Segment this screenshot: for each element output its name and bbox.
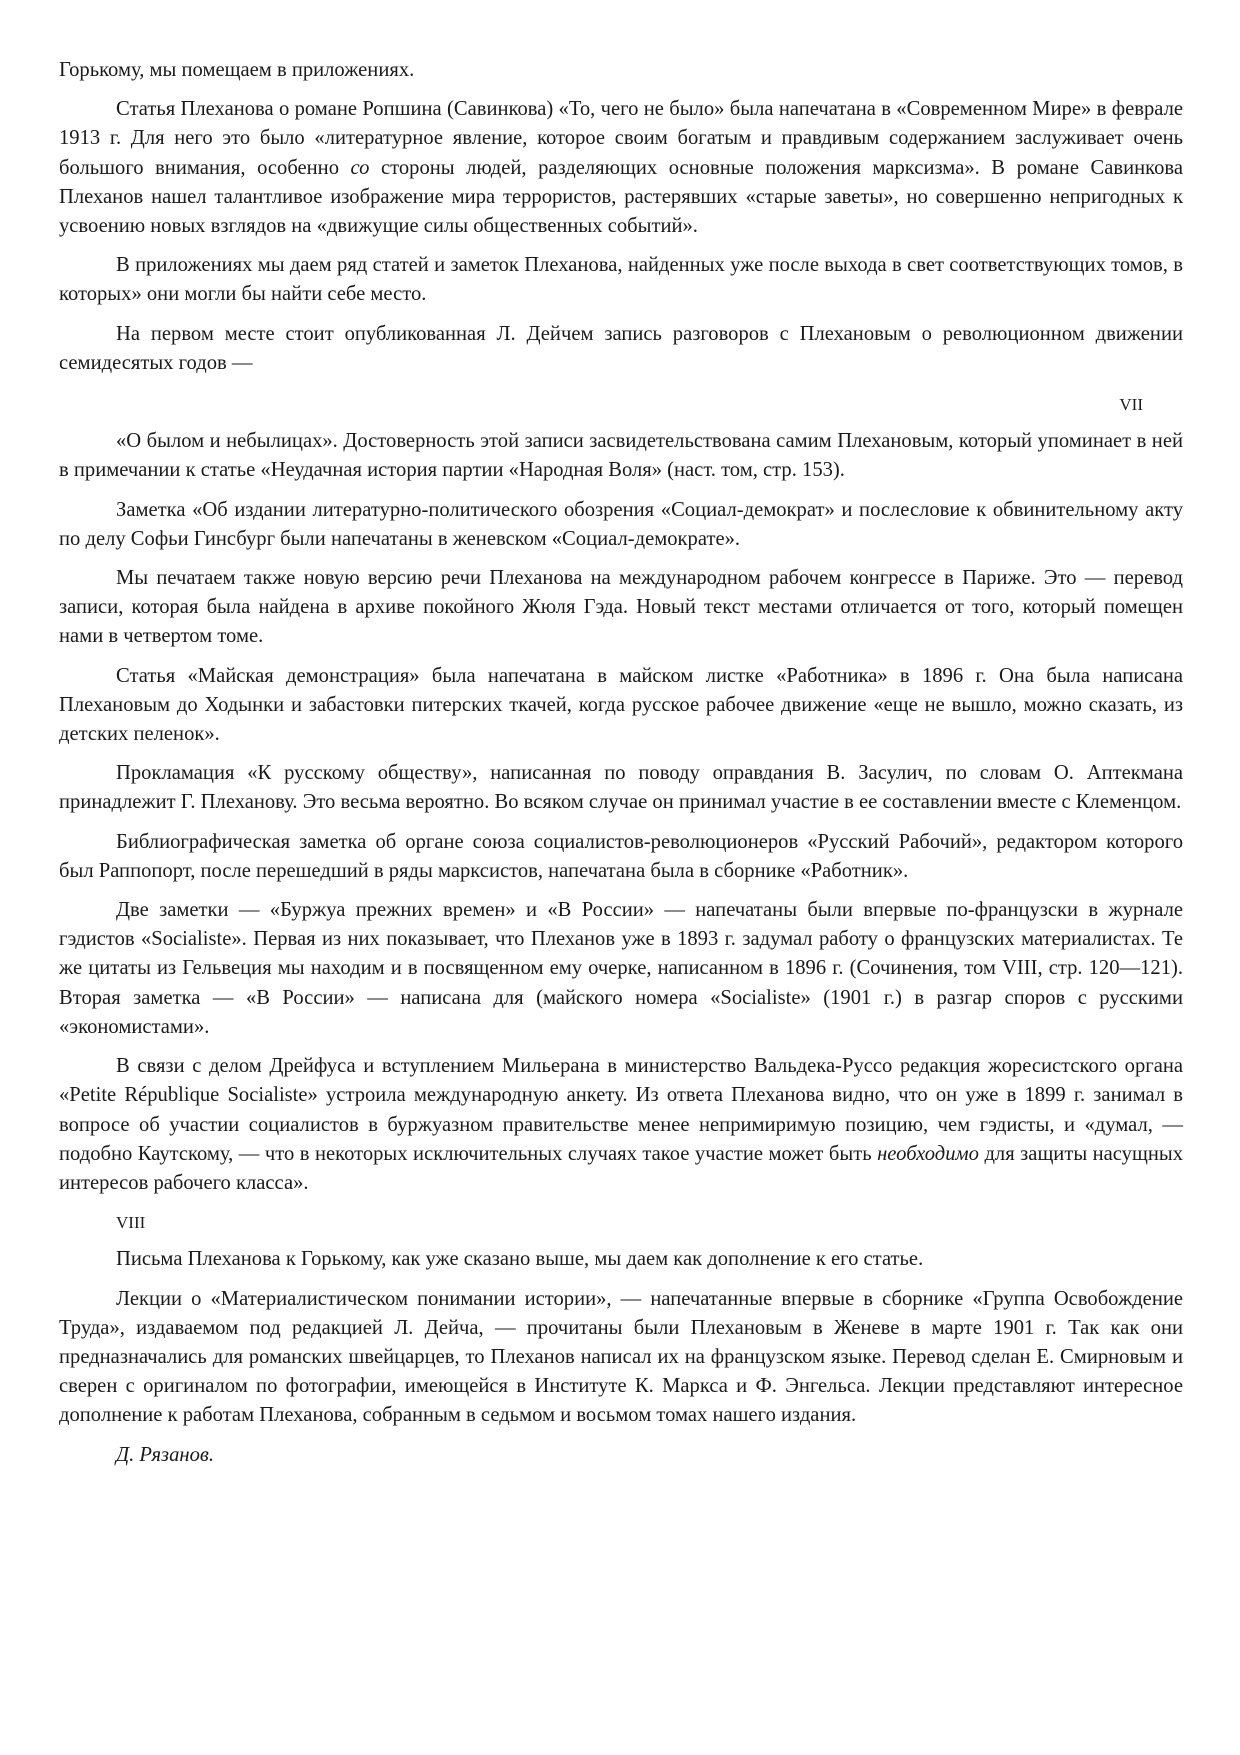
page-number-viii: VIII — [116, 1213, 146, 1233]
paragraph-intro: Горькому, мы помещаем в приложениях. — [59, 59, 415, 81]
paragraph-ropshin — [59, 95, 1183, 241]
paragraph-gorky-letters: Письма Плеханова к Горькому, как уже сказано выше, мы даем как дополнение к его статье. — [116, 1248, 924, 1271]
paragraph-dreyfus — [59, 1052, 1183, 1198]
paragraph-appendices: В приложениях мы даем ряд статей и заметок Плеханова, найденных уже после выхода в свет соответствующих томов, в которых» они могли бы найти себе место. — [59, 254, 1183, 306]
paragraph-byloe: «О былом и небылицах». Достоверность этой записи засвидетельствована самим Плехановым, который упоминает в ней в примечании к статье «Неудачная история партии «Народная Воля» (наст. том, стр. 153). — [59, 430, 1183, 482]
paragraph-proclamation: Прокламация «К русскому обществу», написанная по поводу оправдания В. Засулич, по словам О. Аптекмана принадлежит Г. Плеханову. Это весьма вероятно. Во всяком случае он принимал участие в ее составлении вместе с Клеменцом. — [59, 762, 1183, 814]
page-number-vii: VII — [1119, 395, 1143, 415]
paragraph-may-demo: Статья «Майская демонстрация» была напечатана в майском листке «Работника» в 1896 г. Она была написана Плехановым до Ходынки и забастовки питерских ткачей, когда русское рабочее движение «еще не вышло, можно сказать, из детских пеленок». — [59, 664, 1183, 746]
paragraph-lectures: Лекции о «Материалистическом понимании истории», — напечатанные впервые в сборнике «Группа Освобождение Труда», издаваемом под редакцией Л. Дейча, — прочитаны были Плехановым в Женеве в марте 1901 г. Так как они предназначались для романских швейцарцев, то Плеханов написал их на французском языке. Перевод сделан Е. Смирновым и сверен с оригиналом по фотографии, имеющейся в Институте К. Маркса и Ф. Энгельса. Лекции представляют интересное дополнение к работам Плеханова, собранным в седьмом и восьмом томах нашего издания. — [59, 1287, 1183, 1427]
paragraph-congress: Мы печатаем также новую версию речи Плеханова на международном рабочем конгрессе в Париже. Это — перевод записи, которая была найдена в архиве покойного Жюля Гэда. Новый текст местами отличается от того, который помещен нами в четвертом томе. — [59, 567, 1183, 648]
italic-run: необходимо — [877, 1142, 979, 1165]
paragraph-deich: На первом месте стоит опубликованная Л. Дейчем запись разговоров с Плехановым о революционном движении семидесятых годов — — [59, 322, 1183, 374]
text-run: стороны людей, разделяющих основные положения марксизма». В романе Савинкова Плеханов нашел талантливое изображение мира террористов, растерявших «старые заветы», но совершенно непригодных к усвоению новых взглядов на «движущие силы общественных событий». — [59, 156, 1183, 238]
signature: Д. Рязанов. — [116, 1443, 214, 1466]
paragraph-bibliographic: Библиографическая заметка об органе союза социалистов-революционеров «Русский Рабочий», редактором которого был Раппопорт, после перешедший в ряды марксистов, напечатана была в сборнике «Работник». — [59, 830, 1183, 882]
text-run: Статья Плеханова о романе Ропшина (Савинкова) «То, чего не было» была напечатана в «Современном Мире» в феврале 1913 г. Для него это было «литературное явление, которое своим богатым и правдивым содержанием заслуживает очень большого внимания, особенно — [59, 98, 1183, 179]
document-page — [59, 56, 1183, 1480]
text-run: для защиты насущных интересов рабочего класса». — [59, 1142, 1183, 1194]
paragraph-two-notes: Две заметки — «Буржуа прежних времен» и «В России» — напечатаны были впервые по-французски в журнале гэдистов «Socialiste». Первая из них показывает, что Плеханов уже в 1893 г. задумал работу о французских материалистах. Те же цитаты из Гельвеция мы находим и в посвященном ему очерке, написанном в 1896 г. (Сочинения, том VIII, стр. 120—121). Вторая заметка — «В России» — написана для (майского номера «Socialiste» (1901 г.) в разгар споров с русскими «экономистами». — [59, 899, 1183, 1038]
text-run: В связи с делом Дрейфуса и вступлением Мильерана в министерство Вальдека-Руссо редакция жоресистского органа «Petite République Socialiste» устроила международную анкету. Из ответа Плеханова видно, что он уже в 1899 г. занимал в вопросе об участии социалистов в буржуазном правительстве менее непримиримую позицию, чем гэдисты, и «думал, — подобно Каутскому, — что в некоторых исключительных случаях такое участие может быть — [59, 1055, 1183, 1165]
italic-run: со — [350, 156, 370, 179]
paragraph-socialdemokrat: Заметка «Об издании литературно-политического обозрения «Социал-демократ» и послесловие к обвинительному акту по делу Софьи Гинсбург были напечатаны в женевском «Социал-демократе». — [59, 498, 1183, 550]
